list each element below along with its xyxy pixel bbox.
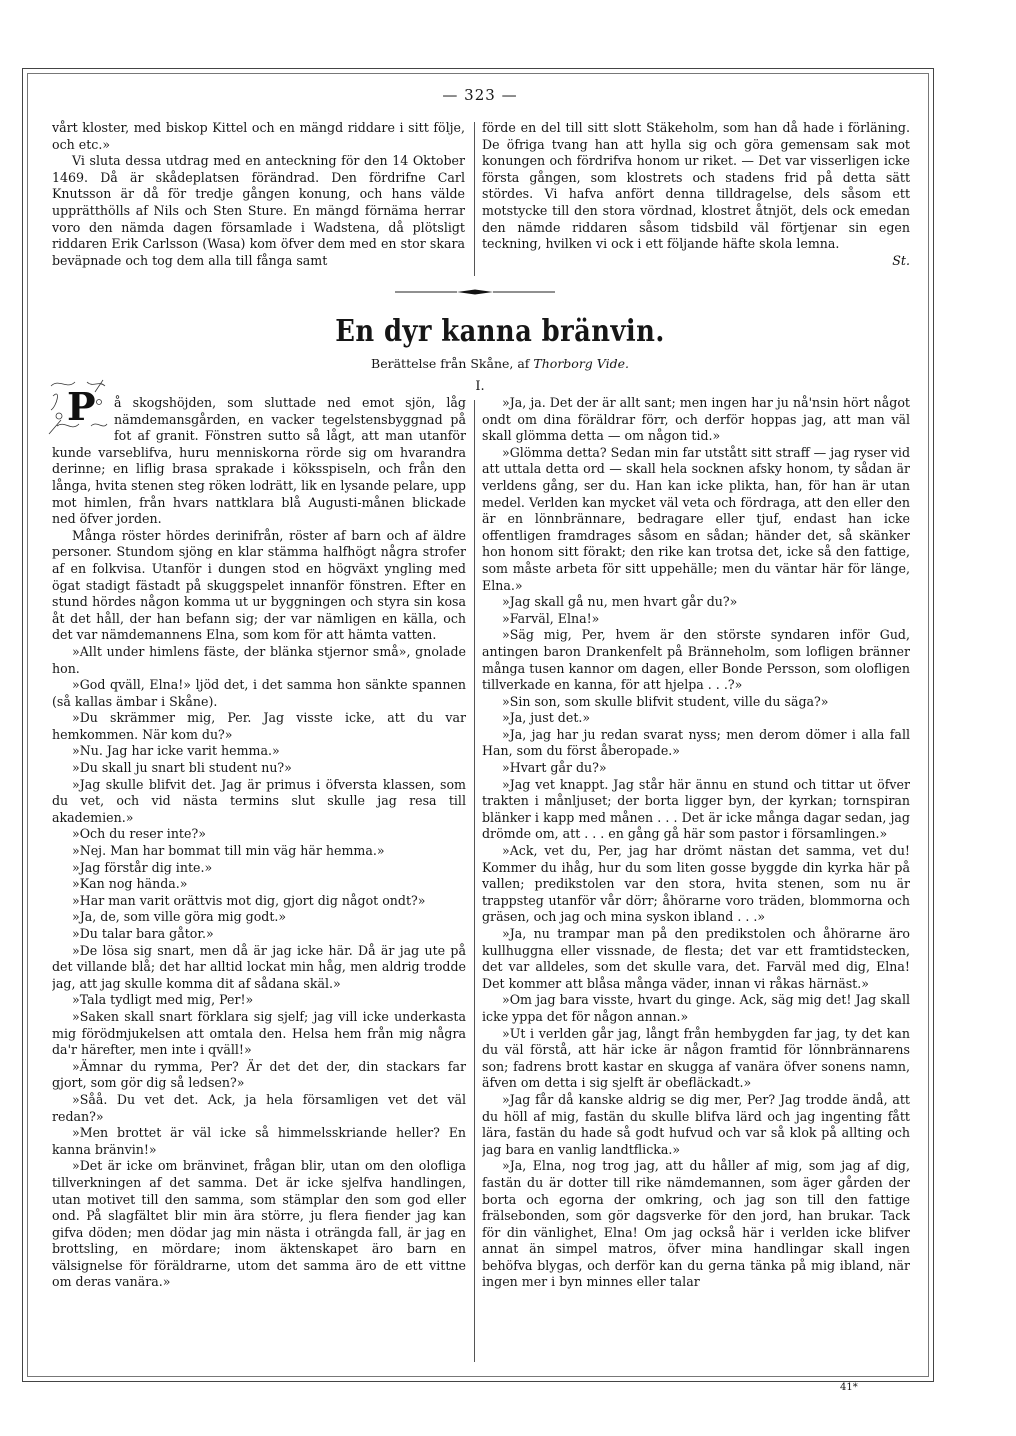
- article-paragraph: »Ja, ja. Det der är allt sant; men ingen har ju nå'nsin hört något ondt om dina föräldrar förr, och derför hoppas jag, att man väl skall glömma detta — om någon tid.»: [482, 395, 910, 444]
- article-paragraph: »Du talar bara gåtor.»: [72, 926, 214, 941]
- top-left-column: [52, 120, 465, 278]
- top-column-divider: [474, 122, 475, 276]
- article-paragraph: »Ämnar du rymma, Per? Är det det der, din stackars far gjort, som gör dig så ledsen?»: [52, 1058, 466, 1091]
- article-paragraph: »Ja, jag har ju redan svarat nyss; men derom dömer i alla fall Han, som du först åberopade.»: [482, 726, 910, 759]
- top-left-paragraph: vårt kloster, med biskop Kittel och en mängd riddare i sitt följe, och etc.»: [52, 120, 465, 152]
- article-paragraph: »Glömma detta? Sedan min far utstått sitt straff — jag ryser vid att uttala detta ord — skall hela socknen afsky honom, ty sådan är verldens gång, ser du. Han kan icke plikta, han, för han är utan medel. Verlden kan mycket väl veta och fördraga, att den eller den är en lönnbrännare, bedragare eller tjuf, endast han icke offentligen framdrages såsom en sådan; händer det, så skänker hon honom sitt förakt; den rike kan trotsa det, icke så den fattige, som måste arbeta för sitt uppehälle; men du väntar här för länge, Elna.»: [482, 444, 910, 593]
- drop-cap-letter: P: [67, 384, 96, 429]
- article-paragraph: »Nu. Jag har icke varit hemma.»: [72, 743, 280, 759]
- article-paragraph: »Du skrämmer mig, Per. Jag visste icke, att du var hemkommen. När kom du?»: [52, 710, 466, 742]
- article-paragraph: »Ja, nu trampar man på den predikstolen och åhörarne äro kullhuggna eller vissnade, de flesta; det var ett framtidstecken, det var alldeles, som det skulle vara, det. Farväl med dig, Elna! Det kommer att blåsa många väder, innan vi råkas härnäst.»: [482, 926, 910, 991]
- article-paragraph: »Jag förstår dig inte.»: [72, 859, 213, 875]
- article-paragraph: »Kan nog hända.»: [72, 876, 188, 892]
- article-paragraph: »Såå. Du vet det. Ack, ja hela församligen vet det väl redan?»: [52, 1091, 466, 1124]
- article-paragraph: »Tala tydligt med mig, Per!»: [72, 992, 254, 1008]
- article-paragraph: »De lösa sig snart, men då är jag icke här. Då är jag ute på det villande blå; det har alltid lockat min håg, men aldrig trodde jag, att jag skulle komma dit af sådana skäl.»: [52, 942, 466, 991]
- article-paragraph: »Ja, Elna, nog trog jag, att du håller af mig, som jag af dig, fastän du är dotter till rike nämdemannen, som äger gården der borta och egorna der omkring, och jag son till den fattige frälsebonden, som gör dagsverke för den jord, han brukar. Tack för din vänlighet, Elna! Om jag också här i verlden icke blifver annat än simpel matros, öfver mina handlingar skall ingen behöfva blygas, och derför kan du gerna tänka på mig ibland, när ingen mer i byn minnes eller talar: [482, 1158, 910, 1290]
- article-right-column: [482, 395, 910, 1365]
- article-paragraph: »Har man varit orättvis mot dig, gjort dig något ondt?»: [72, 892, 426, 908]
- top-right-column: [482, 120, 910, 282]
- article-paragraph: »Ja, just det.»: [502, 710, 591, 726]
- article-paragraph: »Jag vet knappt. Jag står här ännu en stund och tittar ut öfver trakten i månljuset; der borta ligger byn, der kyrkan; tornspiran blänker i kapp med månen . . . Det är icke många dagar sedan, jag drömde om, att . . . en gång gå här som pastor i församlingen.»: [482, 776, 910, 842]
- article-paragraph: »Hvart går du?»: [502, 760, 607, 776]
- article-paragraph: »Men brottet är väl icke så himmelsskriande heller? En kanna bränvin!»: [52, 1125, 466, 1157]
- article-paragraph: »Jag skall gå nu, men hvart går du?»: [502, 594, 738, 610]
- page-number: — 323 —: [442, 86, 518, 104]
- top-left-paragraph: Vi sluta dessa utdrag med en anteckning för den 14 Oktober 1469. Då är skådeplatsen förändrad. Den fördrifne Carl Knutsson är då för tredje gången konung, och hans välde upprätthölls af Nils och Sten Sture. En mängd förnäma herrar voro den nämda dagen församlade i Wadstena, då plötsligt riddaren Erik Carlsson (Wasa) kom öfver dem med en stor skara beväpnade och tog dem alla till fånga samt: [52, 153, 465, 268]
- top-right-signature: St.: [892, 252, 910, 268]
- article-column-divider: [474, 400, 475, 1362]
- top-right-paragraph: förde en del till sitt slott Stäkeholm, som han då hade i förläning. De öfriga tvang han att hylla sig och göra gemensam sak mot konungen och fördrifva honom ur riket. — Det var visserligen icke första gången, som klostrets och stadens frid på detta sätt stördes. Vi hafva anfört denna tilldragelse, dels såsom ett motstycke till den stora vördnad, klostret åtnjöt, dels ock emedan den nämde riddaren såsom tidsbild väl förtjenar sin egen teckning, hvilken vi ock i ett följande häfte skola lemna.: [482, 120, 910, 252]
- article-paragraph: »Saken skall snart förklara sig sjelf; jag vill icke underkasta mig förödmjukelsen att omtala den. Helsa hem från mig några da'r härefter, men inte i qväll!»: [52, 1008, 466, 1058]
- article-title: En dyr kanna bränvin.: [335, 314, 665, 349]
- article-paragraph: »God qväll, Elna!» ljöd det, i det samma hon sänkte spannen (så kallas ämbar i Skåne).: [52, 677, 466, 709]
- article-byline: [250, 356, 750, 371]
- article-paragraph: »Allt under himlens fäste, der blänka stjernor små», gnolade hon.: [52, 643, 466, 676]
- article-paragraph: »Ja, de, som ville göra mig godt.»: [72, 909, 287, 925]
- ornamental-rule: [395, 289, 555, 295]
- article-paragraph: »Det är icke om bränvinet, frågan blir, utan om den olofliga tillverkningen af det samma. Det är icke sjelfva handlingen, utan motivet till den samma, som stämplar den som god eller ond. På slagfältet blir min ära större, ju flera fiender jag kan gifva döden; men dödar jag min nästa i oträngda fall, är jag en brottsling, en mördare; inom äktenskapet äro barn en välsignelse för föräldrarne, utom det samma äro de ett vittne om deras vanära.»: [52, 1158, 466, 1290]
- article-opening-paragraph: å skogshöjden, som sluttade ned emot sjön, låg nämdemansgården, en vacker tegelstensbyggnad på fot af granit. Fönstren sutto så lågt, att man utanför kunde varseblifva, huru menniskorna rörde sig om hvarandra derinne; en liflig brasa sprakade i köksspiseln, och från den långa, hvita stenen steg röken lodrätt, lik en lysande pelare, upp mot himlen, från hvars nattklara blå Augusti-månen blickade ned öfver jorden.: [52, 395, 466, 528]
- article-paragraph: »Du skall ju snart bli student nu?»: [72, 760, 292, 776]
- byline-author: Thorborg Vide.: [533, 356, 629, 371]
- article-left-column: [52, 395, 466, 1365]
- article-paragraph: »Jag skulle blifvit det. Jag är primus i öfversta klassen, som du vet, och vid nästa termins slut skulle jag resa till akademien.»: [52, 776, 466, 825]
- article-paragraph: »Ack, vet du, Per, jag har drömt nästan det samma, vet du! Kommer du ihåg, hur du som liten gosse byggde din kyrka här på vallen; predikstolen var den stora, hvita stenen, som nu är trappsteg utanför vår dörr; åhörarne voro träden, blommorna och gräsen, och jag och mina syskon ibland . . .»: [482, 843, 910, 925]
- initial-spacer: [52, 395, 114, 429]
- chapter-number: I.: [475, 379, 485, 394]
- signature-mark: 41*: [840, 1382, 858, 1393]
- article-paragraph: »Jag får då kanske aldrig se dig mer, Per? Jag trodde ändå, att du höll af mig, fastän du skulle blifva lärd och jag ingenting fått lära, fastän du hade så godt hufvud och var så klok på allting och jag bara en vanlig landtflicka.»: [482, 1091, 910, 1157]
- article-paragraph: »Om jag bara visste, hvart du ginge. Ack, säg mig det! Jag skall icke yppa det för någon annan.»: [482, 992, 910, 1024]
- byline-prefix: Berättelse från Skåne, af: [371, 356, 534, 371]
- article-paragraph: »Och du reser inte?»: [72, 826, 206, 842]
- article-paragraph: »Säg mig, Per, hvem är den störste syndaren inför Gud, antingen baron Drankenfelt på Bränneholm, som lofligen bränner många tusen kannor om dagen, eller Bonde Persson, som olofligen tillverkade en kanna, för att hjelpa . . .?»: [482, 627, 910, 693]
- article-paragraph: »Sin son, som skulle blifvit student, ville du säga?»: [502, 693, 829, 709]
- article-paragraph: »Ut i verlden går jag, långt från hembygden far jag, ty det kan du väl förstå, att här icke är någon framtid för lönnbrännarens son; fadrens brott kastar en skugga af vanära öfver sonens namn, äfven om detta i sig sjelft är obefläckadt.»: [482, 1025, 910, 1091]
- article-paragraph: Många röster hördes derinifrån, röster af barn och af äldre personer. Stundom sjöng en klar stämma halfhögt några strofer af en folkvisa. Utanför i dungen stod en högväxt yngling med ögat stadigt fästadt på skuggspelet innanför fönstren. Efter en stund hördes någon komma ut ur byggningen och styra sin kosa åt det håll, der han befann sig; der var nämligen en källa, och det var nämdemannens Elna, som kom för att hämta vatten.: [52, 527, 466, 643]
- article-paragraph: »Nej. Man har bommat till min väg här hemma.»: [72, 843, 385, 859]
- article-paragraph: »Farväl, Elna!»: [502, 610, 600, 626]
